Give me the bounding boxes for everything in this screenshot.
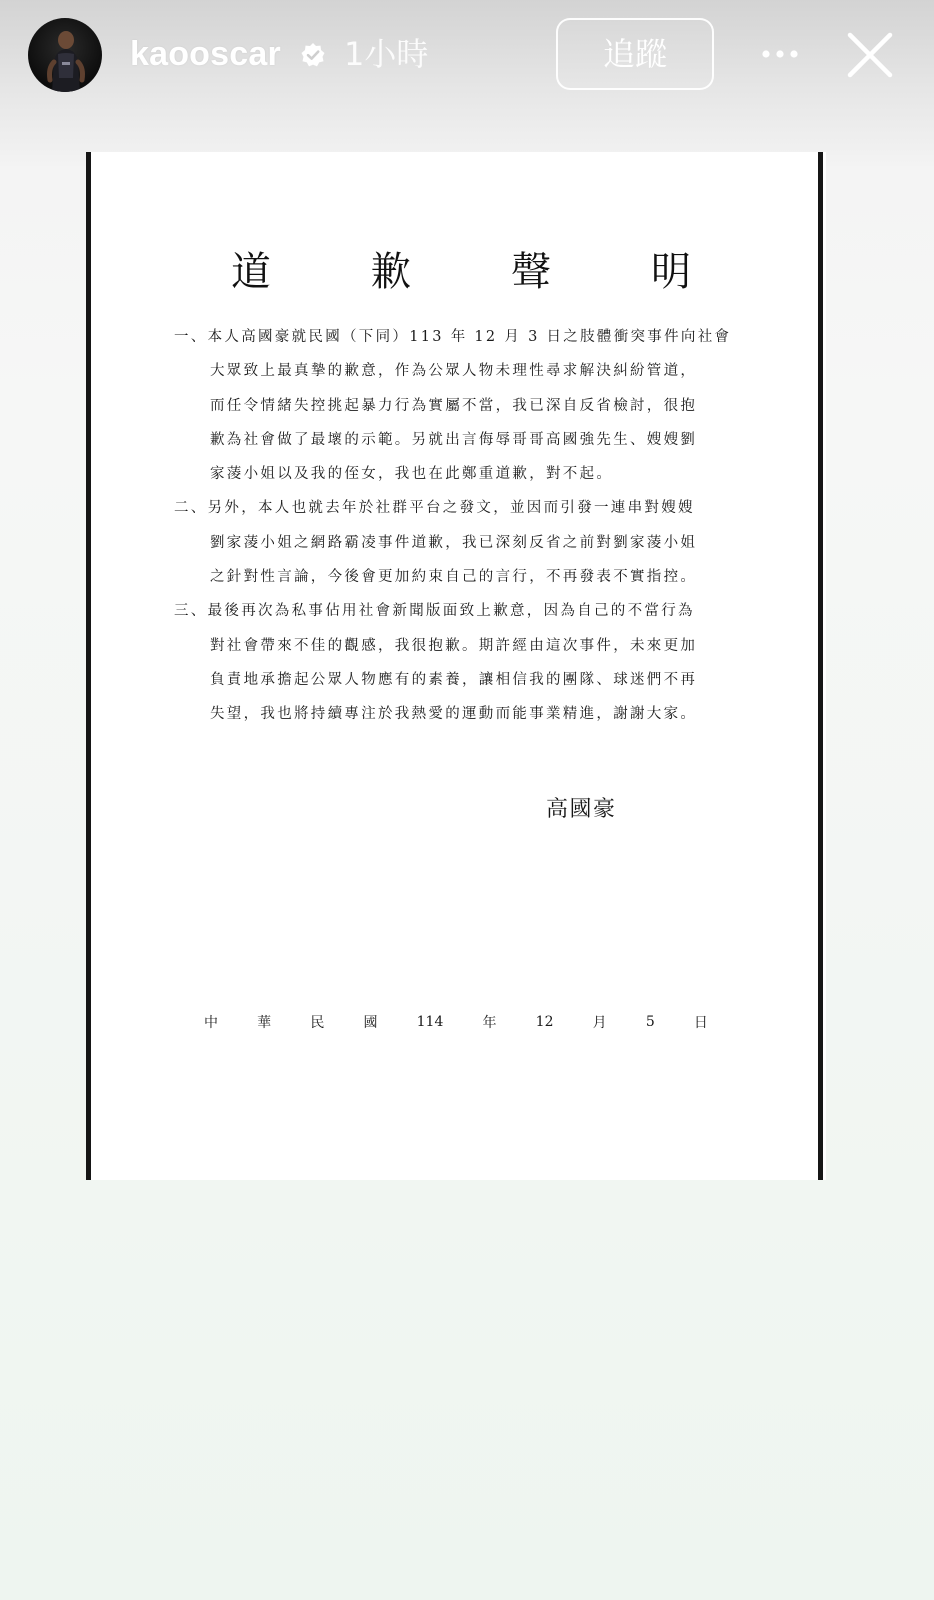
paragraph-marker: 二、	[174, 500, 208, 517]
date-part: 民	[310, 1015, 325, 1031]
document-right-edge	[818, 152, 823, 1180]
paragraph-3-line	[174, 594, 734, 628]
paragraph-2-line	[174, 491, 734, 525]
paragraph-1-line: 而任令情緒失控挑起暴力行為實屬不當，我已深自反省檢討，很抱	[210, 397, 698, 414]
paragraph-1-line	[174, 320, 734, 354]
date-part: 月	[592, 1015, 607, 1031]
date-part: 年	[482, 1015, 497, 1031]
title-char: 明	[651, 248, 691, 295]
close-icon[interactable]	[845, 30, 895, 80]
story-header	[0, 0, 934, 110]
paragraph-text: 另外，本人也就去年於社群平台之發文，並因而引發一連串對嫂嫂	[207, 500, 695, 517]
date-part: 114	[416, 1014, 444, 1030]
apology-document	[86, 152, 826, 1180]
follow-button[interactable]: 追蹤	[556, 18, 714, 90]
avatar-photo	[28, 18, 102, 92]
paragraph-3-line: 對社會帶來不佳的觀感，我很抱歉。期許經由這次事件，未來更加	[210, 637, 698, 654]
post-time: 1小時	[344, 35, 429, 73]
document-title	[231, 238, 691, 298]
paragraph-3-line: 負責地承擔起公眾人物應有的素養，讓相信我的團隊、球迷們不再	[210, 671, 698, 688]
paragraph-2-line: 之針對性言論，今後會更加約束自己的言行，不再發表不實指控。	[210, 569, 698, 586]
paragraph-3-line: 失望，我也將持續專注於我熱愛的運動而能事業精進，謝謝大家。	[210, 706, 698, 723]
username[interactable]: kaooscar	[130, 35, 281, 73]
statement-body	[174, 320, 734, 732]
avatar[interactable]	[28, 18, 102, 92]
paragraph-1-line: 歉為社會做了最壞的示範。另就出言侮辱哥哥高國強先生、嫂嫂劉	[210, 431, 698, 448]
paragraph-1-line: 大眾致上最真摯的歉意，作為公眾人物未理性尋求解決糾紛管道，	[210, 363, 698, 380]
date-part: 5	[645, 1014, 655, 1030]
paragraph-text: 最後再次為私事佔用社會新聞版面致上歉意，因為自己的不當行為	[207, 603, 695, 620]
paragraph-2-line: 劉家蓤小姐之網路霸凌事件道歉，我已深刻反省之前對劉家蓤小姐	[210, 534, 698, 551]
date-part: 日	[693, 1015, 708, 1031]
verified-badge-icon	[300, 42, 326, 68]
date-part: 國	[363, 1015, 378, 1031]
document-date	[204, 1010, 708, 1034]
date-part: 中	[204, 1015, 218, 1031]
date-part: 華	[257, 1015, 272, 1031]
document-left-edge	[86, 152, 91, 1180]
paragraph-marker: 一、	[174, 329, 208, 345]
paragraph-marker: 三、	[174, 603, 208, 620]
paragraph-text: 本人高國豪就民國（下同）113 年 12 月 3 日之肢體衝突事件向社會	[207, 329, 732, 345]
date-part: 12	[535, 1014, 554, 1030]
title-char: 歉	[371, 248, 411, 295]
signature: 高國豪	[546, 797, 617, 822]
more-options-icon[interactable]	[756, 38, 804, 70]
title-char: 道	[231, 248, 271, 295]
title-char: 聲	[511, 248, 551, 295]
paragraph-1-line: 家蓤小姐以及我的侄女，我也在此鄭重道歉，對不起。	[210, 466, 614, 483]
